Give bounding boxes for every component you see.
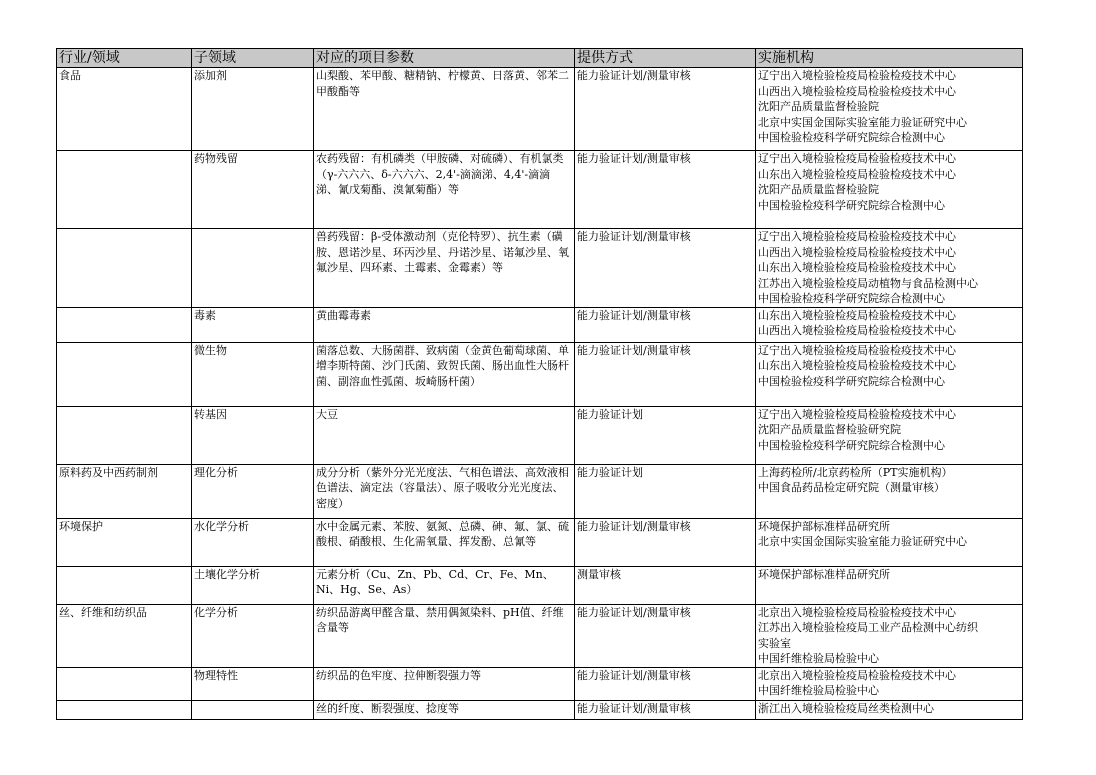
cell-params: 纺织品的色牢度、拉伸断裂强力等 [314, 667, 575, 700]
cell-industry: 食品 [57, 68, 192, 151]
institution-line: 北京中实国金国际实验室能力验证研究中心 [758, 115, 967, 129]
institution-line: 山西出入境检验检疫局检验检疫技术中心 [758, 324, 956, 337]
cell-subfield: 药物残留 [192, 151, 314, 229]
institution-line: 中国检验检疫科学研究院综合检测中心 [758, 131, 945, 144]
cell-method: 能力验证计划/测量审核 [575, 518, 756, 566]
cell-subfield: 土壤化学分析 [192, 566, 314, 604]
cell-institution [756, 667, 1023, 700]
table-row [57, 342, 1023, 406]
cell-method: 能力验证计划/测量审核 [575, 307, 756, 342]
table-row [57, 518, 1023, 566]
table-row [57, 700, 1023, 719]
cell-method: 能力验证计划/测量审核 [575, 342, 756, 406]
cell-subfield: 物理特性 [192, 667, 314, 700]
table-body [57, 68, 1023, 720]
cell-params: 大豆 [314, 406, 575, 464]
institution-line: 中国纤维检验局检验中心 [758, 684, 879, 697]
cell-method: 能力验证计划 [575, 406, 756, 464]
cell-subfield [192, 229, 314, 308]
cell-institution [756, 151, 1023, 229]
header-row [57, 49, 1023, 68]
table-row [57, 464, 1023, 518]
cell-institution [756, 342, 1023, 406]
institution-line: 上海药检所/北京药检所（PT实施机构） [758, 465, 953, 479]
col-header-industry: 行业/领域 [57, 49, 192, 68]
cell-method: 能力验证计划/测量审核 [575, 151, 756, 229]
cell-params: 丝的纤度、断裂强度、捻度等 [314, 700, 575, 719]
cell-params: 山梨酸、苯甲酸、糖精钠、柠檬黄、日落黄、邻苯二甲酸酯等 [314, 68, 575, 151]
institution-line: 浙江出入境检验检疫局丝类检测中心 [758, 701, 934, 715]
cell-method: 能力验证计划/测量审核 [575, 68, 756, 151]
cell-institution [756, 518, 1023, 566]
col-header-institution: 实施机构 [756, 49, 1023, 68]
col-header-subfield: 子领域 [192, 49, 314, 68]
institution-line: 北京出入境检验检疫局检验检疫技术中心 [758, 668, 956, 682]
cell-subfield: 理化分析 [192, 464, 314, 518]
institution-line: 中国检验检疫科学研究院综合检测中心 [758, 374, 945, 388]
cell-industry: 丝、纤维和纺织品 [57, 604, 192, 667]
cell-subfield: 添加剂 [192, 68, 314, 151]
institution-line: 山东出入境检验检疫局检验检疫技术中心 [758, 167, 956, 181]
cell-params: 纺织品游离甲醛含量、禁用偶氮染料、pH值、纤维含量等 [314, 604, 575, 667]
cell-industry [57, 307, 192, 342]
institution-line: 中国纤维检验局检验中心 [758, 652, 879, 665]
cell-method: 能力验证计划/测量审核 [575, 604, 756, 667]
table-row [57, 604, 1023, 667]
institution-line: 江苏出入境检验检疫局工业产品检测中心纺织 [758, 621, 978, 634]
table-row [57, 68, 1023, 151]
institution-line: 山东出入境检验检疫局检验检疫技术中心 [758, 308, 956, 322]
institution-line: 北京中实国金国际实验室能力验证研究中心 [758, 535, 967, 548]
cell-subfield: 水化学分析 [192, 518, 314, 566]
institution-line: 中国食品药品检定研究院（测量审核） [758, 481, 945, 494]
cell-params: 黄曲霉毒素 [314, 307, 575, 342]
table-row [57, 566, 1023, 604]
cell-institution [756, 604, 1023, 667]
institution-line: 山西出入境检验检疫局检验检疫技术中心 [758, 84, 956, 98]
institution-line: 中国检验检疫科学研究院综合检测中心 [758, 198, 945, 212]
cell-industry [57, 229, 192, 308]
cell-subfield: 转基因 [192, 406, 314, 464]
standards-table [56, 48, 1023, 720]
cell-params: 农药残留：有机磷类（甲胺磷、对硫磷）、有机氯类（γ-六六六、δ-六六六、2,4'-滴滴涕、4,4'-滴滴涕、氰戊菊酯、溴氰菊酯）等 [314, 151, 575, 229]
cell-subfield: 化学分析 [192, 604, 314, 667]
cell-method: 能力验证计划/测量审核 [575, 667, 756, 700]
cell-industry [57, 667, 192, 700]
institution-line: 辽宁出入境检验检疫局检验检疫技术中心 [758, 69, 956, 82]
table-row [57, 667, 1023, 700]
cell-industry [57, 566, 192, 604]
institution-line: 环境保护部标准样品研究所 [758, 567, 890, 581]
col-header-method: 提供方式 [575, 49, 756, 68]
cell-institution [756, 464, 1023, 518]
cell-subfield: 微生物 [192, 342, 314, 406]
institution-line: 环境保护部标准样品研究所 [758, 519, 890, 533]
institution-line: 北京出入境检验检疫局检验检疫技术中心 [758, 605, 956, 619]
table-row [57, 151, 1023, 229]
institution-line: 辽宁出入境检验检疫局检验检疫技术中心 [758, 152, 956, 165]
institution-line: 辽宁出入境检验检疫局检验检疫技术中心 [758, 230, 956, 243]
cell-industry [57, 151, 192, 229]
institution-line: 实验室 [758, 636, 791, 650]
cell-industry [57, 342, 192, 406]
table-row [57, 307, 1023, 342]
cell-institution [756, 307, 1023, 342]
cell-industry: 环境保护 [57, 518, 192, 566]
cell-params: 水中金属元素、苯胺、氨氮、总磷、砷、氟、氯、硫酸根、硝酸根、生化需氧量、挥发酚、总氰等 [314, 518, 575, 566]
cell-method: 能力验证计划/测量审核 [575, 229, 756, 308]
institution-line: 辽宁出入境检验检疫局检验检疫技术中心 [758, 407, 956, 421]
cell-params: 元素分析（Cu、Zn、Pb、Cd、Cr、Fe、Mn、Ni、Hg、Se、As） [314, 566, 575, 604]
cell-params: 兽药残留：β-受体激动剂（克伦特罗）、抗生素（磺胺、恩诺沙星、环丙沙星、丹诺沙星、诺氟沙星、氧氟沙星、四环素、土霉素、金霉素）等 [314, 229, 575, 308]
cell-institution [756, 68, 1023, 151]
institution-line: 江苏出入境检验检疫局动植物与食品检测中心 [758, 276, 978, 290]
table-row [57, 406, 1023, 464]
cell-industry [57, 406, 192, 464]
institution-line: 山西出入境检验检疫局检验检疫技术中心 [758, 245, 956, 259]
institution-line: 中国检验检疫科学研究院综合检测中心 [758, 438, 945, 452]
institution-line: 沈阳产品质量监督检验研究院 [758, 423, 901, 436]
institution-line: 山东出入境检验检疫局检验检疫技术中心 [758, 359, 956, 372]
institution-line: 沈阳产品质量监督检验院 [758, 183, 879, 196]
cell-params: 成分分析（紫外分光光度法、气相色谱法、高效液相色谱法、滴定法（容量法）、原子吸收分光光度法、密度） [314, 464, 575, 518]
institution-line: 辽宁出入境检验检疫局检验检疫技术中心 [758, 343, 956, 357]
cell-method: 能力验证计划 [575, 464, 756, 518]
cell-method: 能力验证计划/测量审核 [575, 700, 756, 719]
cell-method: 测量审核 [575, 566, 756, 604]
institution-line: 沈阳产品质量监督检验院 [758, 100, 879, 113]
cell-industry [57, 700, 192, 719]
table-row [57, 229, 1023, 308]
cell-industry: 原料药及中西药制剂 [57, 464, 192, 518]
cell-params: 菌落总数、大肠菌群、致病菌（金黄色葡萄球菌、单增李斯特菌、沙门氏菌、致贺氏菌、肠出血性大肠杆菌、副溶血性弧菌、坂崎肠杆菌） [314, 342, 575, 406]
col-header-params: 对应的项目参数 [314, 49, 575, 68]
cell-subfield: 毒素 [192, 307, 314, 342]
cell-institution [756, 700, 1023, 719]
cell-subfield [192, 700, 314, 719]
institution-line: 山东出入境检验检疫局检验检疫技术中心 [758, 261, 956, 274]
institution-line: 中国检验检疫科学研究院综合检测中心 [758, 292, 945, 305]
cell-institution [756, 566, 1023, 604]
cell-institution [756, 406, 1023, 464]
cell-institution [756, 229, 1023, 308]
